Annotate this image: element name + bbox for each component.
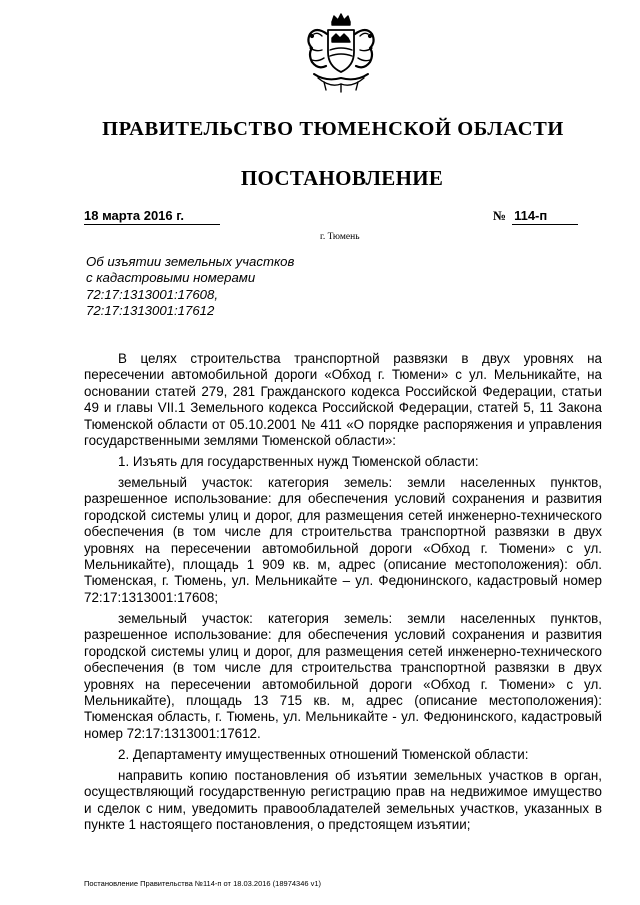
paragraph-preamble: В целях строительства транспортной развязки в двух уровнях на пересечении автомобильной дороги «Обход г. Тюмени» с ул. Мельникайте, на основании статей 279, 281 Гражданского кодекса Российской Федерации, статьи 49 и главы VII.1 Земельного кодекса Российской Федерации, статей 5, 11 Закона Тюменской области от 05.10.2001 № 411 «О порядке распоряжения и управления государственными землями Тюменской области»: [84,351,602,449]
subject-line: Об изъятии земельных участков [86,254,295,269]
subject-line: 72:17:1313001:17612 [86,302,215,318]
subject-line: 72:17:1313001:17608, [86,286,219,302]
document-date: 18 марта 2016 г. [84,208,220,225]
document-number-block [493,208,578,225]
subject-line: с кадастровыми номерами [86,270,256,286]
paragraph-item-2: 2. Департаменту имущественных отношений Тюменской области: [118,746,529,762]
paragraph-send-copy: направить копию постановления об изъятии земельных участков в орган, осуществляющий государственную регистрацию прав на недвижимое имущество и сделок с ним, уведомить правообладателей земельных участков, указанных в пункте 1 настоящего постановления, о предстоящем изъятии; [84,767,602,832]
government-title: ПРАВИТЕЛЬСТВО ТЮМЕНСКОЙ ОБЛАСТИ [102,118,564,140]
number-sign: № [493,208,507,223]
paragraph-land-plot-1: земельный участок: категория земель: земли населенных пунктов, разрешенное использование: для обеспечения условий сохранения и развития городской системы улиц и дорог, для размещения сетей инженерно-технического обеспечения (в том числе для строительства транспортной развязки в двух уровнях на пересечении автомобильной дороги «Обход г. Тюмени» с ул. Мельникайте), площадь 1 909 кв. м, адрес (описание местоположения): обл. Тюменская, г. Тюмень, ул. Мельникайте – ул. Федюнинского, кадастровый номер 72:17:1313001:17608; [84,475,602,605]
document-body [84,351,602,833]
document-type: ПОСТАНОВЛЕНИЕ [240,166,444,190]
document-subject [86,254,294,319]
document-number: 114-п [512,208,578,225]
paragraph-land-plot-2: земельный участок: категория земель: земли населенных пунктов, разрешенное использование: для обеспечения условий сохранения и развития городской системы улиц и дорог, для размещения сетей инженерно-технического обеспечения (в том числе для строительства транспортной развязки в двух уровнях на пересечении автомобильной дороги «Обход г. Тюмени» с ул. Мельникайте), площадь 13 715 кв. м, адрес (описание местоположения): Тюменская область, г. Тюмень, ул. Мельникайте - ул. Федюнинского, кадастровый номер 72:17:1313001:17612. [84,610,602,741]
document-footer: Постановление Правительства №114-п от 18.03.2016 (18974346 v1) [84,879,322,888]
document-city: г. Тюмень [320,232,360,242]
paragraph-item-1: 1. Изъять для государственных нужд Тюменской области: [118,454,479,470]
coat-of-arms-icon [296,12,386,94]
